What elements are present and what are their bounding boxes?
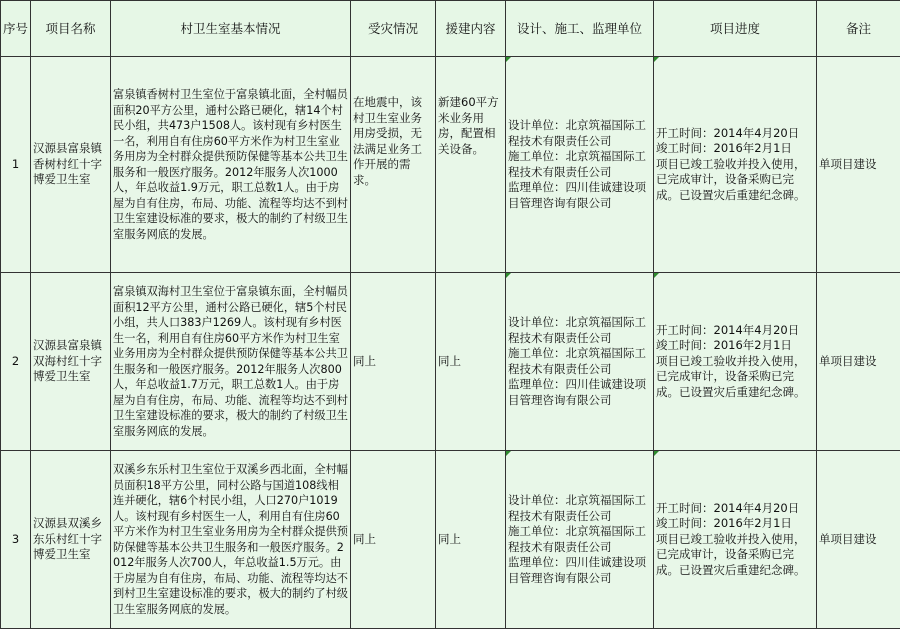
aid-content: 同上 (436, 451, 506, 629)
aid-content: 新建60平方米业务用房，配置相关设备。 (436, 57, 506, 273)
progress-info: 开工时间：2014年4月20日 竣工时间：2016年2月1日 项目已竣工验收并投入使用，已完成审计，设备采购已完成。已设置灾后重建纪念碑。 (654, 451, 817, 629)
project-name: 汉源县双溪乡东乐村红十字博爱卫生室 (31, 451, 111, 629)
progress-info: 开工时间：2014年4月20日 竣工时间：2016年2月1日 项目已竣工验收并投入使用，已完成审计，设备采购已完成。已设置灾后重建纪念碑。 (654, 57, 817, 273)
basic-info: 富泉镇双海村卫生室位于富泉镇东面，全村幅员面积12平方公里，通村公路已硬化，辖5个村民小组，共人口383户1269人。该村现有乡村医生一名，利用自有住房60平方米作为村卫生室业务用房为全村群众提供预防保健等基本公共卫生服务和一般医疗服务。2012年服务人次800人，年总收益1.7万元，职工总数1人。由于房屋为自有住房，布局、功能、流程等均达不到村卫生室建设标准的要求，极大的制约了村级卫生室服务网底的发展。 (111, 273, 351, 451)
row-no: 3 (1, 451, 31, 629)
project-name: 汉源县富泉镇香树村红十字博爱卫生室 (31, 57, 111, 273)
units-info: 设计单位：北京筑福国际工程技术有限责任公司 施工单位：北京筑福国际工程技术有限责任公司 监理单位：四川佳诚建设项目管理咨询有限公司 (506, 451, 654, 629)
header-note: 备注 (817, 1, 900, 57)
project-name: 汉源县富泉镇双海村红十字博爱卫生室 (31, 273, 111, 451)
table-row (1, 273, 900, 451)
header-no: 序号 (1, 1, 31, 57)
basic-info: 富泉镇香树村卫生室位于富泉镇北面，全村幅员面积20平方公里，通村公路已硬化，辖14个村民小组，共473户1508人。该村现有乡村医生一名，利用自有住房60平方米作为村卫生室业务用房为全村群众提供预防保健等基本公共卫生服务和一般医疗服务。2012年服务人次1000人，年总收益1.9万元，职工总数1人。由于房屋为自有住房，布局、功能、流程等均达不到村卫生室建设标准的要求，极大的制约了村级卫生室服务网底的发展。 (111, 57, 351, 273)
note: 单项目建设 (817, 57, 900, 273)
note: 单项目建设 (817, 273, 900, 451)
table-row (1, 451, 900, 629)
header-basic: 村卫生室基本情况 (111, 1, 351, 57)
units-info: 设计单位：北京筑福国际工程技术有限责任公司 施工单位：北京筑福国际工程技术有限责任公司 监理单位：四川佳诚建设项目管理咨询有限公司 (506, 273, 654, 451)
basic-info: 双溪乡东乐村卫生室位于双溪乡西北面，全村幅员面积18平方公里，同村公路与国道108线相连并硬化，辖6个村民小组，人口270户1019人。该村现有乡村医生一人，利用自有住房60平方米作为村卫生室业务用房为全村群众提供预防保健等基本公共卫生服务和一般医疗服务。2012年服务人次700人，年总收益1.5万元。由于房屋为自有住房，布局、功能、流程等均达不到村卫生室建设标准的要求，极大的制约了村级卫生室服务网底的发展。 (111, 451, 351, 629)
aid-content: 同上 (436, 273, 506, 451)
disaster-info: 同上 (351, 273, 436, 451)
note: 单项目建设 (817, 451, 900, 629)
header-disaster: 受灾情况 (351, 1, 436, 57)
header-units: 设计、施工、监理单位 (506, 1, 654, 57)
header-name: 项目名称 (31, 1, 111, 57)
table-row (1, 57, 900, 273)
header-row (1, 1, 900, 57)
units-info: 设计单位：北京筑福国际工程技术有限责任公司 施工单位：北京筑福国际工程技术有限责任公司 监理单位：四川佳诚建设项目管理咨询有限公司 (506, 57, 654, 273)
disaster-info: 在地震中，该村卫生室业务用房受损，无法满足业务工作开展的需求。 (351, 57, 436, 273)
header-aid: 援建内容 (436, 1, 506, 57)
header-progress: 项目进度 (654, 1, 817, 57)
progress-info: 开工时间：2014年4月20日 竣工时间：2016年2月1日 项目已竣工验收并投入使用，已完成审计，设备采购已完成。已设置灾后重建纪念碑。 (654, 273, 817, 451)
row-no: 2 (1, 273, 31, 451)
row-no: 1 (1, 57, 31, 273)
disaster-info: 同上 (351, 451, 436, 629)
